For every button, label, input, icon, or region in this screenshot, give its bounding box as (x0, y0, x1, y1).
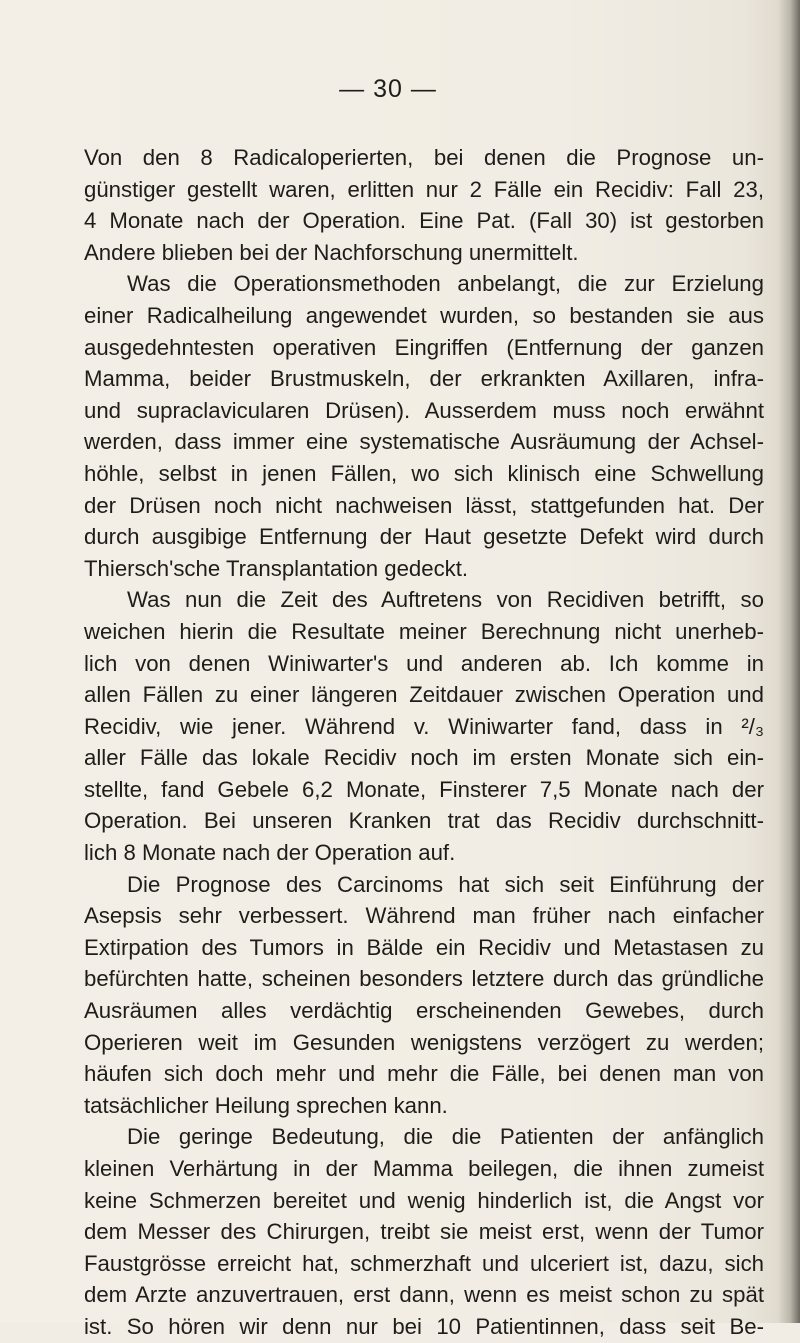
text-line: stellte, fand Gebele 6,2 Monate, Finsterer 7,5 Monate nach der (84, 776, 764, 802)
text-line: der Drüsen noch nicht nachweisen lässt, stattgefunden hat. Der (84, 492, 764, 518)
text-line: Mamma, beider Brustmuskeln, der erkrankten Axillaren, infra- (84, 366, 764, 392)
text-line: einer Radicalheilung angewendet wurden, so bestanden sie aus (84, 302, 764, 328)
text-line: 4 Monate nach der Operation. Eine Pat. (Fall 30) ist gestorben (84, 208, 764, 234)
text-line: dem Arzte anzuvertrauen, erst dann, wenn es meist schon zu spät (84, 1282, 764, 1308)
text-line: höhle, selbst in jenen Fällen, wo sich klinisch eine Schwellung (84, 460, 764, 486)
text-line: keine Schmerzen bereitet und wenig hinderlich ist, die Angst vor (84, 1187, 764, 1213)
text-line: Was die Operationsmethoden anbelangt, die zur Erzielung (127, 271, 764, 297)
body-text (84, 142, 764, 1343)
text-line: dem Messer des Chirurgen, treibt sie meist erst, wenn der Tumor (84, 1219, 764, 1245)
page-edge-shadow (778, 0, 800, 1323)
text-line: ausgedehntesten operativen Eingriffen (Entfernung der ganzen (84, 334, 764, 360)
text-line: Die Prognose des Carcinoms hat sich seit Einführung der (127, 871, 764, 897)
text-line: kleinen Verhärtung in der Mamma beilegen, die ihnen zumeist (84, 1156, 764, 1181)
text-line: häufen sich doch mehr und mehr die Fälle, bei denen man von (84, 1061, 764, 1087)
text-line: weichen hierin die Resultate meiner Berechnung nicht unerheb- (84, 618, 764, 644)
text-line: Thiersch'sche Transplantation gedeckt. (84, 555, 469, 581)
text-line: Was nun die Zeit des Auftretens von Recidiven betrifft, so (127, 587, 764, 613)
text-line: Andere blieben bei der Nachforschung unermittelt. (84, 239, 579, 265)
text-line: befürchten hatte, scheinen besonders letztere durch das gründliche (84, 966, 764, 992)
text-line: Operation. Bei unseren Kranken trat das Recidiv durchschnitt- (84, 808, 764, 834)
text-line: günstiger gestellt waren, erlitten nur 2 Fälle ein Recidiv: Fall 23, (84, 176, 764, 202)
text-line: und supraclavicularen Drüsen). Ausserdem muss noch erwähnt (84, 397, 764, 423)
text-line: Asepsis sehr verbessert. Während man früher nach einfacher (84, 903, 764, 929)
text-line: Faustgrösse erreicht hat, schmerzhaft und ulceriert ist, dazu, sich (84, 1250, 764, 1276)
text-line: Ausräumen alles verdächtig erscheinenden Gewebes, durch (84, 998, 764, 1024)
text-line: Von den 8 Radicaloperierten, bei denen die Prognose un- (84, 145, 764, 170)
text-line: aller Fälle das lokale Recidiv noch im ersten Monate sich ein- (84, 745, 764, 771)
text-line: tatsächlicher Heilung sprechen kann. (84, 1092, 448, 1118)
text-line: werden, dass immer eine systematische Ausräumung der Achsel- (84, 429, 764, 455)
text-line: lich 8 Monate nach der Operation auf. (84, 840, 456, 866)
text-line: durch ausgibige Entfernung der Haut gesetzte Defekt wird durch (84, 524, 764, 550)
text-line: Recidiv, wie jener. Während v. Winiwarter fand, dass in ²/₃ (84, 713, 764, 739)
text-line: ist. So hören wir denn nur bei 10 Patientinnen, dass seit Be- (84, 1313, 764, 1339)
text-line: lich von denen Winiwarter's und anderen ab. Ich komme in (84, 650, 764, 676)
page-number: — 30 — (339, 75, 437, 103)
text-line: Extirpation des Tumors in Bälde ein Recidiv und Metastasen zu (84, 934, 764, 960)
text-line: Die geringe Bedeutung, die die Patienten der anfänglich (127, 1124, 764, 1150)
text-line: Operieren weit im Gesunden wenigstens verzögert zu werden; (84, 1029, 764, 1055)
text-line: allen Fällen zu einer längeren Zeitdauer zwischen Operation und (84, 682, 764, 708)
